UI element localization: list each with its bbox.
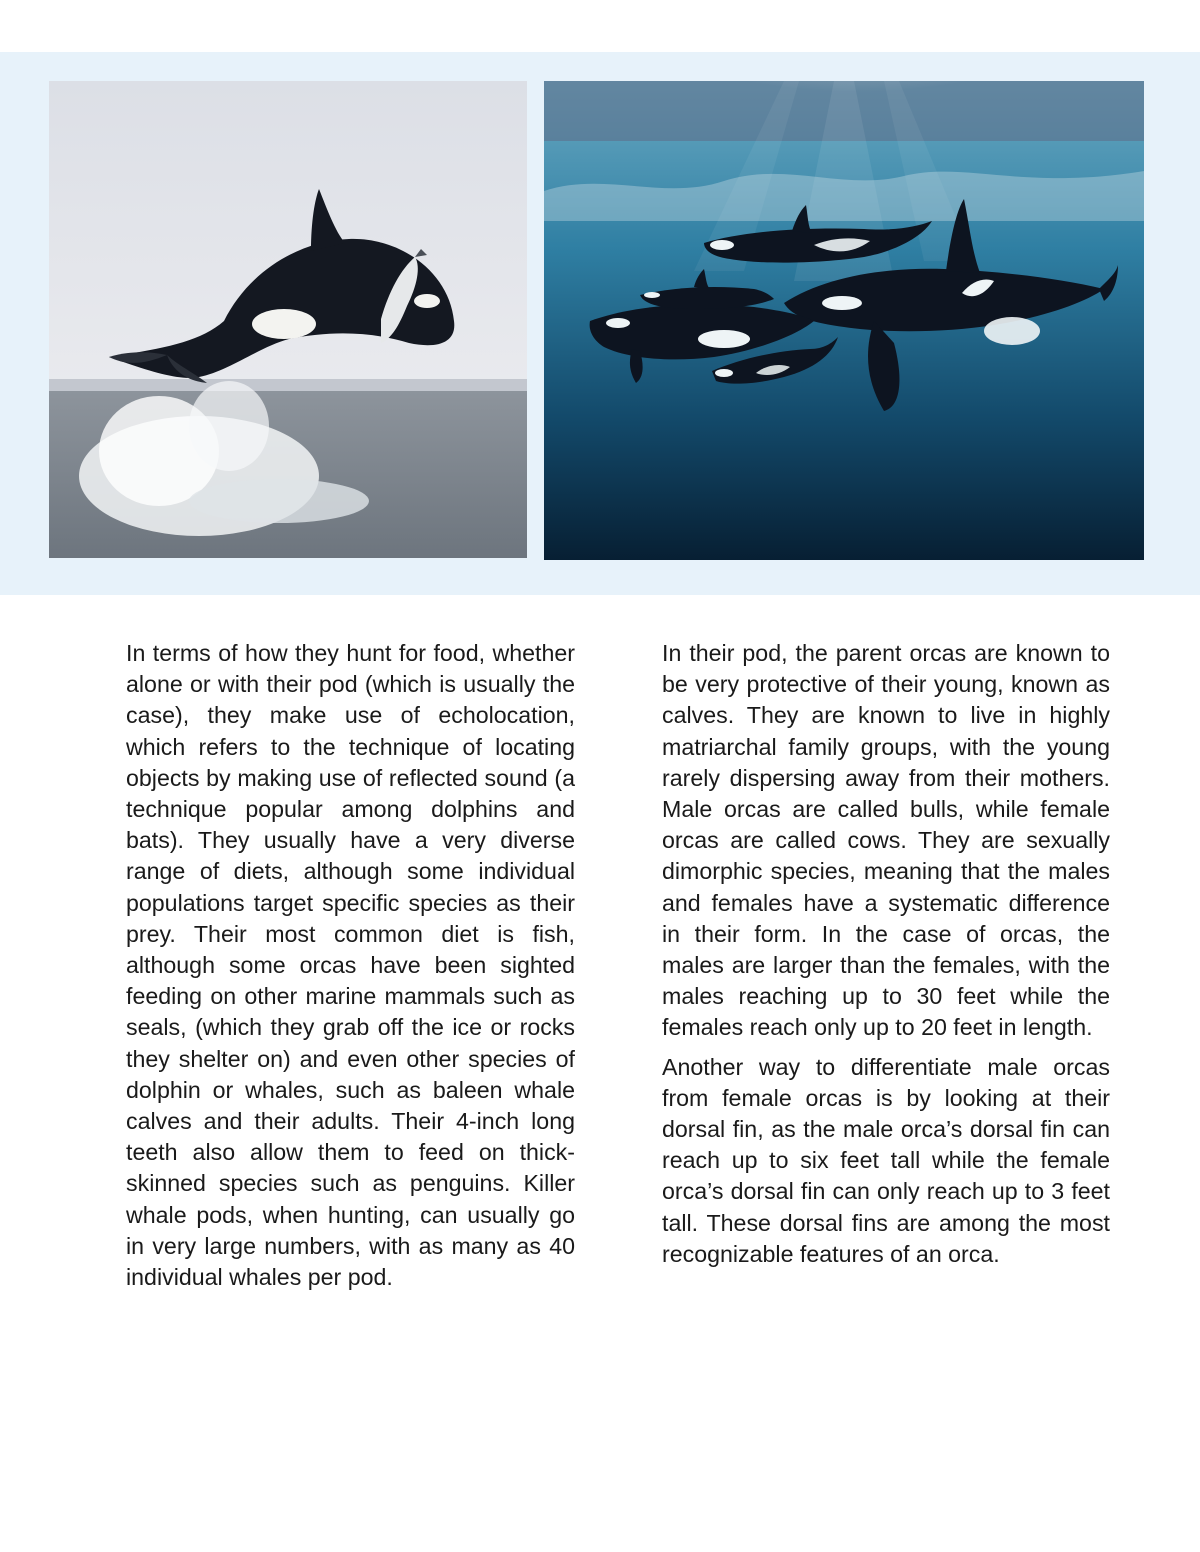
orca-pod-underwater-photo	[544, 81, 1144, 560]
photo-band	[0, 52, 1200, 595]
text-column-left	[126, 638, 575, 1301]
body-paragraph: Another way to differentiate male orcas from female orcas is by looking at their dorsal fin, as the male orca’s dorsal fin can reach up to six feet tall while the female orca’s dorsal fin can only reach up to 3 feet tall. These dorsal fins are among the most recognizable features of an orca.	[662, 1053, 1110, 1267]
text-column-right	[662, 638, 1110, 1278]
orca-breaching-photo	[49, 81, 527, 558]
body-paragraph: In their pod, the parent orcas are known to be very protective of their young, known as calves. They are known to live in highly matriarchal family groups, with the young rarely dispersing away from their mothers. Male orcas are called bulls, while female orcas are called cows. They are sexually dimorphic species, meaning that the males and females have a systematic difference in their form. In the case of orcas, the males are larger than the females, with the males reaching up to 30 feet while the females reach only up to 20 feet in length.	[662, 640, 1110, 1041]
body-paragraph: In terms of how they hunt for food, whether alone or with their pod (which is usually the case), they make use of echolocation, which refers to the technique of locating objects by making use of reflected sound (a technique popular among dolphins and bats). They usually have a very diverse range of diets, although some individual populations target specific species as their prey. Their most common diet is fish, although some orcas have been sighted feeding on other marine mammals such as seals, (which they grab off the ice or rocks they shelter on) and even other species of dolphin or whales, such as baleen whale calves and their adults. Their 4-inch long teeth also allow them to feed on thick-skinned species such as penguins. Killer whale pods, when hunting, can usually go in very large numbers, with as many as 40 individual whales per pod.	[126, 640, 575, 1291]
